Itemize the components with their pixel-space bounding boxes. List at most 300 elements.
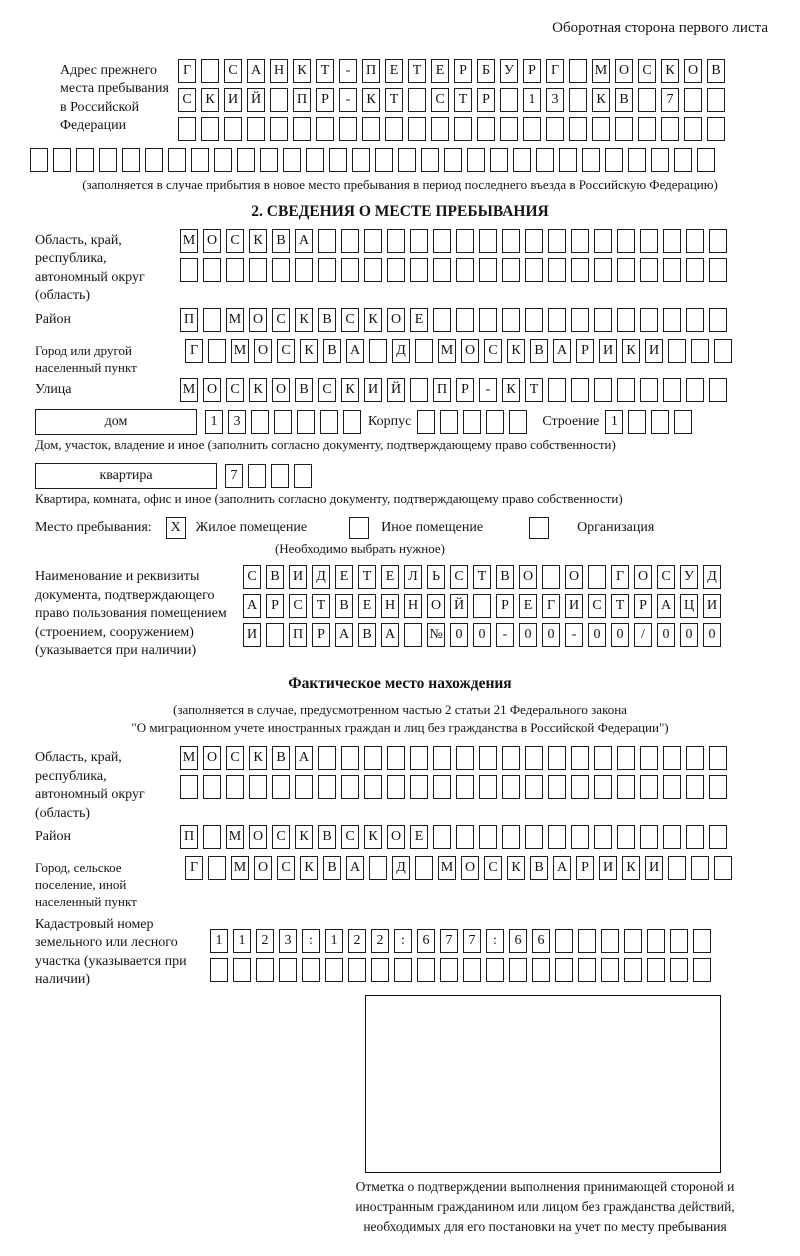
char-cell: 0 <box>542 623 560 647</box>
char-cell <box>578 958 596 982</box>
char-cell <box>536 148 554 172</box>
char-cell: О <box>249 825 267 849</box>
char-cell: В <box>358 623 376 647</box>
ulitsa-label: Улица <box>35 382 72 398</box>
page-side-note: Оборотная сторона первого листа <box>552 20 768 36</box>
char-cell <box>201 59 219 83</box>
char-cell: Й <box>387 378 405 402</box>
char-cell <box>302 958 320 982</box>
char-cell: Е <box>335 565 353 589</box>
mesto-prebyvaniya-row <box>35 517 770 539</box>
char-cell: 0 <box>450 623 468 647</box>
char-cell <box>624 958 642 982</box>
char-cell: 1 <box>233 929 251 953</box>
char-cell: 1 <box>523 88 541 112</box>
raion-label: Район <box>35 311 71 327</box>
char-cell <box>477 117 495 141</box>
char-cell <box>624 929 642 953</box>
char-cell: 1 <box>210 929 228 953</box>
char-cell <box>525 825 543 849</box>
char-cell <box>341 229 359 253</box>
char-cell <box>668 339 686 363</box>
zhiloe-checkbox: X <box>166 517 186 539</box>
char-cell <box>248 464 266 488</box>
char-cell: 0 <box>611 623 629 647</box>
document-label: Наименование и реквизиты документа, подтверждающего право пользования помещением (строением, сооружением) (указывается при наличии) <box>35 569 227 659</box>
char-cell <box>479 775 497 799</box>
char-cell: А <box>346 856 364 880</box>
prev-address-row-3 <box>178 117 730 141</box>
char-cell <box>525 746 543 770</box>
char-cell: 6 <box>509 929 527 953</box>
char-cell: К <box>293 59 311 83</box>
char-cell: Е <box>381 565 399 589</box>
char-cell <box>203 775 221 799</box>
char-cell <box>320 410 338 434</box>
prev-address-block <box>30 59 770 146</box>
char-cell: Т <box>385 88 403 112</box>
char-cell <box>456 229 474 253</box>
char-cell <box>348 958 366 982</box>
char-cell: Е <box>358 594 376 618</box>
char-cell: С <box>272 825 290 849</box>
prev-address-label: Адрес прежнего места пребывания в Российской Федерации <box>60 63 169 134</box>
char-cell <box>318 229 336 253</box>
kvartira-cells <box>225 464 317 488</box>
stroenie-label: Строение <box>542 414 600 430</box>
char-cell: М <box>438 856 456 880</box>
char-cell: М <box>180 746 198 770</box>
char-cell <box>339 117 357 141</box>
char-cell <box>247 117 265 141</box>
fact-caption-line-2: "О миграционном учете иностранных граждан и лиц без гражданства в Российской Федерации") <box>131 720 669 736</box>
char-cell: Г <box>611 565 629 589</box>
section2-title: 2. СВЕДЕНИЯ О МЕСТЕ ПРЕБЫВАНИЯ <box>251 203 549 220</box>
char-cell: В <box>318 825 336 849</box>
char-cell: Г <box>185 339 203 363</box>
char-cell <box>615 117 633 141</box>
char-cell <box>249 258 267 282</box>
char-cell <box>433 746 451 770</box>
char-cell <box>325 958 343 982</box>
char-cell <box>410 378 428 402</box>
char-cell <box>440 410 458 434</box>
char-cell <box>594 746 612 770</box>
char-cell: А <box>657 594 675 618</box>
char-cell: Р <box>266 594 284 618</box>
char-cell: О <box>615 59 633 83</box>
char-cell <box>668 856 686 880</box>
char-cell <box>651 410 669 434</box>
char-cell <box>214 148 232 172</box>
char-cell <box>663 308 681 332</box>
char-cell <box>456 775 474 799</box>
organizatsiya-checkbox <box>529 517 549 539</box>
char-cell: 7 <box>225 464 243 488</box>
char-cell <box>341 775 359 799</box>
char-cell <box>502 229 520 253</box>
char-cell: Р <box>454 59 472 83</box>
char-cell: М <box>438 339 456 363</box>
char-cell <box>684 88 702 112</box>
char-cell: С <box>484 339 502 363</box>
char-cell <box>548 775 566 799</box>
char-cell: С <box>224 59 242 83</box>
char-cell: Е <box>385 59 403 83</box>
char-cell <box>203 308 221 332</box>
char-cell <box>99 148 117 172</box>
char-cell: П <box>362 59 380 83</box>
char-cell: И <box>703 594 721 618</box>
char-cell <box>647 958 665 982</box>
char-cell <box>444 148 462 172</box>
char-cell: И <box>243 623 261 647</box>
char-cell: Р <box>316 88 334 112</box>
char-cell <box>318 258 336 282</box>
char-cell <box>364 775 382 799</box>
char-cell: К <box>300 339 318 363</box>
char-cell: В <box>615 88 633 112</box>
char-cell <box>415 339 433 363</box>
char-cell: О <box>272 378 290 402</box>
char-cell <box>588 565 606 589</box>
dom-box: дом <box>35 409 197 435</box>
char-cell <box>417 410 435 434</box>
char-cell <box>663 746 681 770</box>
char-cell <box>674 148 692 172</box>
char-cell <box>709 378 727 402</box>
char-cell <box>686 308 704 332</box>
char-cell <box>605 148 623 172</box>
char-cell <box>513 148 531 172</box>
char-cell: О <box>565 565 583 589</box>
char-cell <box>640 825 658 849</box>
oblast-row-2 <box>180 258 732 282</box>
char-cell <box>440 958 458 982</box>
char-cell: С <box>243 565 261 589</box>
char-cell <box>714 856 732 880</box>
char-cell <box>617 775 635 799</box>
char-cell: А <box>381 623 399 647</box>
char-cell <box>684 117 702 141</box>
char-cell: С <box>226 746 244 770</box>
char-cell <box>571 258 589 282</box>
char-cell <box>571 308 589 332</box>
char-cell <box>364 258 382 282</box>
char-cell: В <box>272 229 290 253</box>
char-cell <box>647 929 665 953</box>
char-cell: К <box>507 339 525 363</box>
char-cell <box>548 746 566 770</box>
char-cell: С <box>588 594 606 618</box>
char-cell: Ц <box>680 594 698 618</box>
char-cell <box>479 746 497 770</box>
char-cell <box>279 958 297 982</box>
char-cell <box>709 746 727 770</box>
char-cell: Й <box>450 594 468 618</box>
oblast-label: Область, край, республика, автономный округ (область) <box>35 233 145 304</box>
char-cell: 0 <box>703 623 721 647</box>
char-cell: Р <box>312 623 330 647</box>
char-cell: Е <box>519 594 537 618</box>
fact-gorod-field <box>30 856 770 910</box>
char-cell <box>295 258 313 282</box>
char-cell <box>473 594 491 618</box>
char-cell <box>532 958 550 982</box>
char-cell <box>578 929 596 953</box>
char-cell: 6 <box>532 929 550 953</box>
char-cell <box>387 775 405 799</box>
char-cell: П <box>180 308 198 332</box>
char-cell: : <box>486 929 504 953</box>
char-cell <box>502 775 520 799</box>
char-cell: Т <box>473 565 491 589</box>
char-cell <box>546 117 564 141</box>
char-cell: Д <box>392 856 410 880</box>
char-cell: А <box>553 856 571 880</box>
char-cell <box>502 258 520 282</box>
char-cell <box>686 775 704 799</box>
char-cell: А <box>295 746 313 770</box>
kvartira-field <box>30 463 770 489</box>
char-cell <box>274 410 292 434</box>
char-cell: О <box>461 856 479 880</box>
char-cell <box>617 378 635 402</box>
char-cell <box>203 825 221 849</box>
char-cell: К <box>300 856 318 880</box>
char-cell <box>387 746 405 770</box>
char-cell <box>697 148 715 172</box>
char-cell <box>686 825 704 849</box>
char-cell <box>594 378 612 402</box>
char-cell: 7 <box>463 929 481 953</box>
char-cell: Б <box>477 59 495 83</box>
char-cell: Т <box>454 88 472 112</box>
char-cell: Т <box>358 565 376 589</box>
char-cell <box>362 117 380 141</box>
char-cell: С <box>277 856 295 880</box>
char-cell <box>569 59 587 83</box>
char-cell <box>343 410 361 434</box>
char-cell <box>341 258 359 282</box>
fact-raion-label: Район <box>35 829 71 845</box>
char-cell: Г <box>542 594 560 618</box>
char-cell: И <box>645 856 663 880</box>
char-cell <box>387 258 405 282</box>
ulitsa-field <box>30 378 770 407</box>
char-cell: К <box>362 88 380 112</box>
char-cell: О <box>203 229 221 253</box>
char-cell: В <box>266 565 284 589</box>
char-cell <box>226 258 244 282</box>
char-cell <box>210 958 228 982</box>
char-cell <box>297 410 315 434</box>
char-cell: П <box>180 825 198 849</box>
char-cell <box>661 117 679 141</box>
char-cell <box>329 148 347 172</box>
char-cell: Р <box>576 856 594 880</box>
dom-caption: Дом, участок, владение и иное (заполнить согласно документу, подтверждающему право собственности) <box>35 437 616 453</box>
char-cell <box>318 746 336 770</box>
char-cell: Д <box>392 339 410 363</box>
char-cell <box>640 746 658 770</box>
char-cell: / <box>634 623 652 647</box>
char-cell: И <box>565 594 583 618</box>
char-cell <box>270 88 288 112</box>
char-cell: Т <box>525 378 543 402</box>
char-cell <box>294 464 312 488</box>
char-cell <box>500 88 518 112</box>
char-cell <box>398 148 416 172</box>
char-cell <box>410 229 428 253</box>
char-cell <box>208 856 226 880</box>
char-cell: К <box>295 825 313 849</box>
char-cell: О <box>203 746 221 770</box>
char-cell <box>318 775 336 799</box>
char-cell: М <box>231 856 249 880</box>
char-cell <box>691 339 709 363</box>
char-cell: К <box>341 378 359 402</box>
char-cell <box>53 148 71 172</box>
char-cell <box>145 148 163 172</box>
dom-field <box>30 409 770 435</box>
confirmation-stamp-area <box>365 995 721 1173</box>
char-cell <box>479 229 497 253</box>
document-row-3 <box>243 623 726 647</box>
char-cell: М <box>180 378 198 402</box>
char-cell <box>201 117 219 141</box>
char-cell <box>594 258 612 282</box>
char-cell: М <box>180 229 198 253</box>
char-cell <box>640 258 658 282</box>
char-cell <box>456 746 474 770</box>
char-cell <box>640 308 658 332</box>
zhiloe-label: Жилое помещение <box>195 520 308 536</box>
char-cell <box>640 229 658 253</box>
char-cell <box>525 229 543 253</box>
char-cell <box>421 148 439 172</box>
char-cell <box>594 825 612 849</box>
char-cell: О <box>634 565 652 589</box>
char-cell: С <box>226 229 244 253</box>
char-cell: Т <box>408 59 426 83</box>
char-cell: А <box>243 594 261 618</box>
char-cell <box>709 825 727 849</box>
char-cell: 3 <box>279 929 297 953</box>
char-cell: Г <box>185 856 203 880</box>
fact-oblast-label: Область, край, республика, автономный округ (область) <box>35 750 145 821</box>
kadastr-label: Кадастровый номер земельного или лесного участка (указывается при наличии) <box>35 916 187 987</box>
char-cell: 2 <box>256 929 274 953</box>
char-cell: С <box>341 308 359 332</box>
char-cell: Р <box>477 88 495 112</box>
char-cell: М <box>226 825 244 849</box>
char-cell <box>270 117 288 141</box>
char-cell <box>479 825 497 849</box>
char-cell <box>431 117 449 141</box>
raion-row <box>180 308 732 332</box>
char-cell: Т <box>611 594 629 618</box>
char-cell: К <box>295 308 313 332</box>
char-cell <box>670 958 688 982</box>
char-cell: С <box>450 565 468 589</box>
char-cell: 0 <box>519 623 537 647</box>
gorod-label: Город или другой населенный пункт <box>35 342 137 376</box>
char-cell <box>525 308 543 332</box>
mesto-label: Место пребывания: <box>35 520 152 536</box>
char-cell: : <box>394 929 412 953</box>
char-cell <box>385 117 403 141</box>
char-cell: А <box>346 339 364 363</box>
char-cell: В <box>323 339 341 363</box>
char-cell: - <box>339 59 357 83</box>
char-cell <box>233 958 251 982</box>
char-cell: С <box>289 594 307 618</box>
stamp-caption: Отметка о подтверждении выполнения принимающей стороной и иностранным гражданином или лицом без гражданства действий, необходимых для его постановки на учет по месту пребывания <box>355 1179 735 1234</box>
char-cell: О <box>461 339 479 363</box>
char-cell <box>509 958 527 982</box>
char-cell: 3 <box>228 410 246 434</box>
char-cell <box>709 775 727 799</box>
char-cell <box>640 775 658 799</box>
char-cell <box>168 148 186 172</box>
prev-address-row-4 <box>30 148 770 172</box>
char-cell: 1 <box>325 929 343 953</box>
char-cell <box>456 258 474 282</box>
char-cell: Р <box>456 378 474 402</box>
char-cell <box>456 825 474 849</box>
char-cell <box>266 623 284 647</box>
char-cell <box>433 258 451 282</box>
char-cell: - <box>479 378 497 402</box>
char-cell: М <box>231 339 249 363</box>
char-cell: О <box>203 378 221 402</box>
char-cell: К <box>661 59 679 83</box>
char-cell <box>203 258 221 282</box>
char-cell <box>456 308 474 332</box>
prev-address-row-1 <box>178 59 730 83</box>
char-cell <box>686 378 704 402</box>
char-cell <box>224 117 242 141</box>
char-cell: О <box>254 339 272 363</box>
kadastr-row-1 <box>210 929 716 953</box>
char-cell <box>433 229 451 253</box>
char-cell: У <box>500 59 518 83</box>
char-cell: А <box>295 229 313 253</box>
char-cell: С <box>226 378 244 402</box>
char-cell <box>375 148 393 172</box>
mesto-note: (Необходимо выбрать нужное) <box>274 541 446 557</box>
char-cell <box>617 229 635 253</box>
char-cell <box>571 775 589 799</box>
char-cell: Д <box>312 565 330 589</box>
char-cell: О <box>519 565 537 589</box>
char-cell <box>433 308 451 332</box>
char-cell <box>454 117 472 141</box>
char-cell <box>502 825 520 849</box>
char-cell <box>686 229 704 253</box>
char-cell <box>601 958 619 982</box>
char-cell: С <box>484 856 502 880</box>
char-cell <box>686 746 704 770</box>
char-cell <box>693 958 711 982</box>
char-cell <box>479 308 497 332</box>
char-cell: О <box>249 308 267 332</box>
char-cell: Г <box>178 59 196 83</box>
char-cell <box>226 775 244 799</box>
char-cell <box>433 775 451 799</box>
char-cell <box>686 258 704 282</box>
